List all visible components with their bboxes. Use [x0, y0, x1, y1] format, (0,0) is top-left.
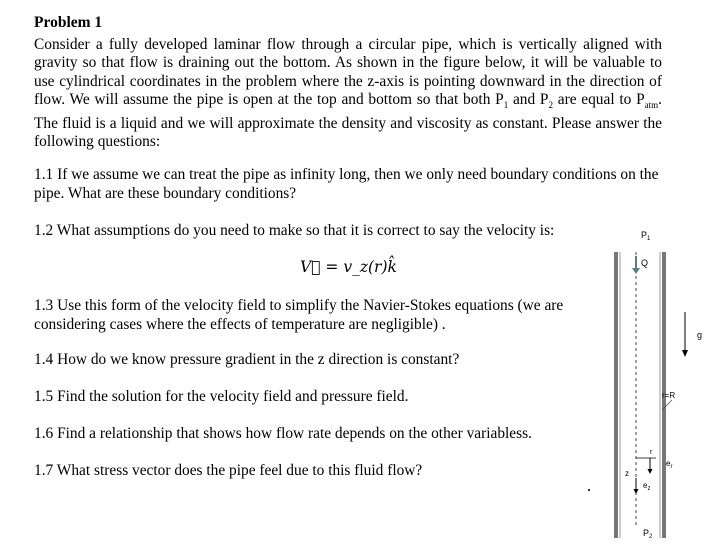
question-1-4: 1.4 How do we know pressure gradient in the z direction is constant? [34, 351, 460, 368]
velocity-equation: V⃗ = v_z(r)k̂ [300, 258, 397, 276]
g-label: g [697, 330, 703, 340]
stray-dot [588, 489, 590, 491]
er-arrowhead-icon [648, 469, 653, 474]
question-1-7: 1.7 What stress vector does the pipe feel due to this fluid flow? [34, 462, 423, 479]
question-1-1: 1.1 If we assume we can treat the pipe as infinity long, then we only need boundary conditions on the pipe. What are these boundary conditions? [34, 166, 659, 202]
z-label: z [625, 469, 629, 478]
intro-main-text: Consider a fully developed laminar flow through a circular pipe, which is vertically aligned with gravity so that flow is draining out the bottom. As shown in the figure below, it will be valuable to use cylindrical coordinates in the problem where the z-axis is pointing downward in the direction of flow. We will assume the pipe is open at the top and bottom so that both P [34, 36, 662, 109]
p2-subscript: 2 [548, 100, 553, 111]
problem-title: Problem 1 [34, 14, 103, 31]
gravity-arrowhead-icon [682, 350, 688, 357]
intro-mid-text: are equal to P [552, 91, 645, 109]
p1-subscript: 1 [503, 100, 509, 111]
intro-end-text: . The fluid is a liquid and we will approximate the density and viscosity as constant. Please answer the following questions: [34, 91, 662, 151]
problem-intro [34, 36, 662, 152]
er-label: $e_r$ [666, 459, 673, 470]
r-equals-r-label: r=R [662, 391, 676, 400]
question-1-6: 1.6 Find a relationship that shows how flow rate depends on the other variabless. [34, 425, 532, 442]
p1-label: $P_1$ [641, 230, 651, 242]
patm-subscript: atm [644, 100, 659, 111]
question-1-2: 1.2 What assumptions do you need to make so that it is correct to say the velocity is: [34, 222, 555, 239]
r-label: r [650, 449, 653, 456]
ez-label: $e_z$ [643, 481, 651, 492]
question-1-5: 1.5 Find the solution for the velocity field and pressure field. [34, 388, 409, 405]
intro-and-text: and P [508, 91, 549, 109]
ez-arrowhead-icon [634, 489, 639, 494]
flow-arrowhead-icon [632, 268, 640, 274]
pipe-figure [600, 226, 710, 544]
pipe-left-wall [614, 252, 618, 538]
question-1-3: 1.3 Use this form of the velocity field to simplify the Navier-Stokes equations (we are considering cases where the effects of temperature are negligible) . [34, 297, 564, 333]
p2-label: $P_2$ [643, 528, 653, 540]
q-label: Q [641, 258, 649, 268]
